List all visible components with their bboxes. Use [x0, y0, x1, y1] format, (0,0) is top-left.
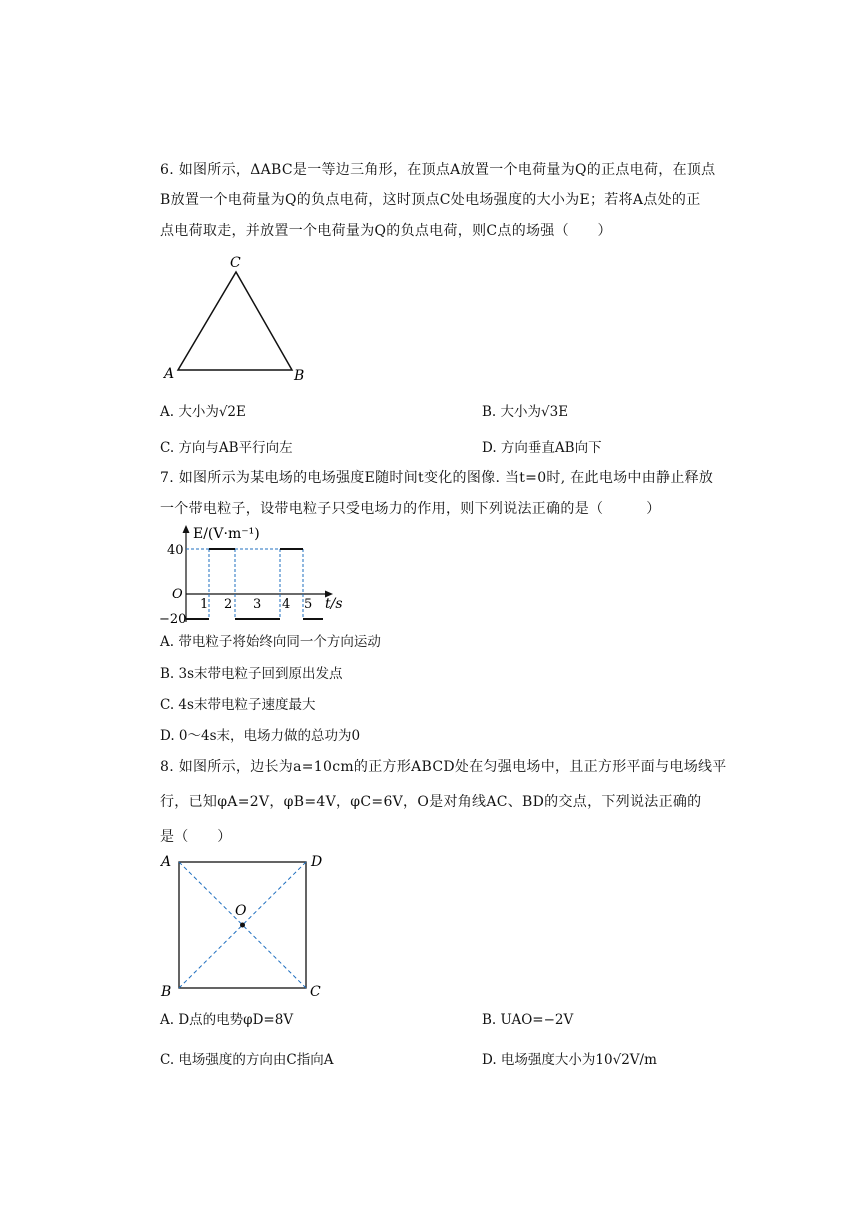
q6-stem-line3: 点电荷取走，并放置一个电荷量为Q的负点电荷，则C点的场强（ ） — [160, 223, 612, 239]
q7-option-a[interactable]: A. 带电粒子将始终向同一个方向运动 — [160, 634, 381, 650]
q7-y-label: E/(V·m⁻¹) — [193, 526, 260, 542]
q6-triangle-figure — [150, 250, 320, 390]
q7-y-tick-40: 40 — [167, 543, 184, 558]
q6-stem-line1: 6. 如图所示，ΔABC是一等边三角形，在顶点A放置一个电荷量为Q的正点电荷，在顶点 — [160, 162, 716, 178]
q6-label-a: A — [164, 366, 175, 382]
q8-label-c: C — [310, 984, 321, 1000]
q7-x-tick-4: 4 — [282, 597, 291, 612]
q8-center-point — [240, 923, 245, 928]
q6-triangle — [178, 272, 292, 370]
q8-option-b[interactable]: B. UAO=−2V — [482, 1012, 574, 1028]
q7-y-arrow — [183, 525, 190, 533]
q7-x-tick-5: 5 — [304, 597, 313, 612]
q7-origin: O — [172, 587, 183, 602]
q7-x-label: t/s — [325, 596, 343, 612]
q8-option-a[interactable]: A. D点的电势φD=8V — [160, 1012, 294, 1028]
q8-option-c[interactable]: C. 电场强度的方向由C指向A — [160, 1052, 334, 1068]
q7-stem-line2: 一个带电粒子，设带电粒子只受电场力的作用，则下列说法正确的是（ ） — [160, 501, 661, 517]
q8-label-a: A — [161, 854, 172, 870]
q8-square-figure — [155, 848, 335, 1000]
q8-stem-line2: 行，已知φA=2V，φB=4V，φC=6V，O是对角线AC、BD的交点，下列说法正确的 — [160, 794, 702, 810]
q7-x-tick-2: 2 — [224, 597, 233, 612]
q7-option-c[interactable]: C. 4s末带电粒子速度最大 — [160, 697, 316, 713]
q6-stem-line2: B放置一个电荷量为Q的负点电荷，这时顶点C处电场强度的大小为E；若将A点处的正 — [160, 192, 701, 208]
q7-e-t-graph — [155, 522, 355, 630]
q7-x-tick-1: 1 — [200, 597, 209, 612]
q6-label-b: B — [294, 368, 305, 384]
q7-stem-line1: 7. 如图所示为某电场的电场强度E随时间t变化的图像. 当t=0时, 在此电场中由静止释放 — [160, 470, 714, 486]
q6-option-c[interactable]: C. 方向与AB平行向左 — [160, 440, 293, 456]
q6-option-a[interactable]: A. 大小为√2E — [160, 404, 246, 420]
q7-y-tick-neg20: −20 — [159, 612, 187, 627]
q8-label-b: B — [161, 984, 172, 1000]
q8-stem-line3: 是（ ） — [160, 829, 232, 845]
q8-option-d[interactable]: D. 电场强度大小为10√2V/m — [482, 1052, 657, 1068]
q8-stem-line1: 8. 如图所示，边长为a=10cm的正方形ABCD处在匀强电场中，且正方形平面与电场线平 — [160, 759, 727, 775]
q6-option-b[interactable]: B. 大小为√3E — [482, 404, 569, 420]
q7-option-d[interactable]: D. 0～4s末，电场力做的总功为0 — [160, 728, 361, 744]
q8-label-d: D — [311, 854, 323, 870]
q7-x-tick-3: 3 — [253, 597, 262, 612]
q7-option-b[interactable]: B. 3s末带电粒子回到原出发点 — [160, 666, 343, 682]
q6-label-c: C — [230, 255, 241, 271]
q6-option-d[interactable]: D. 方向垂直AB向下 — [482, 440, 602, 456]
q8-label-o: O — [235, 903, 247, 919]
